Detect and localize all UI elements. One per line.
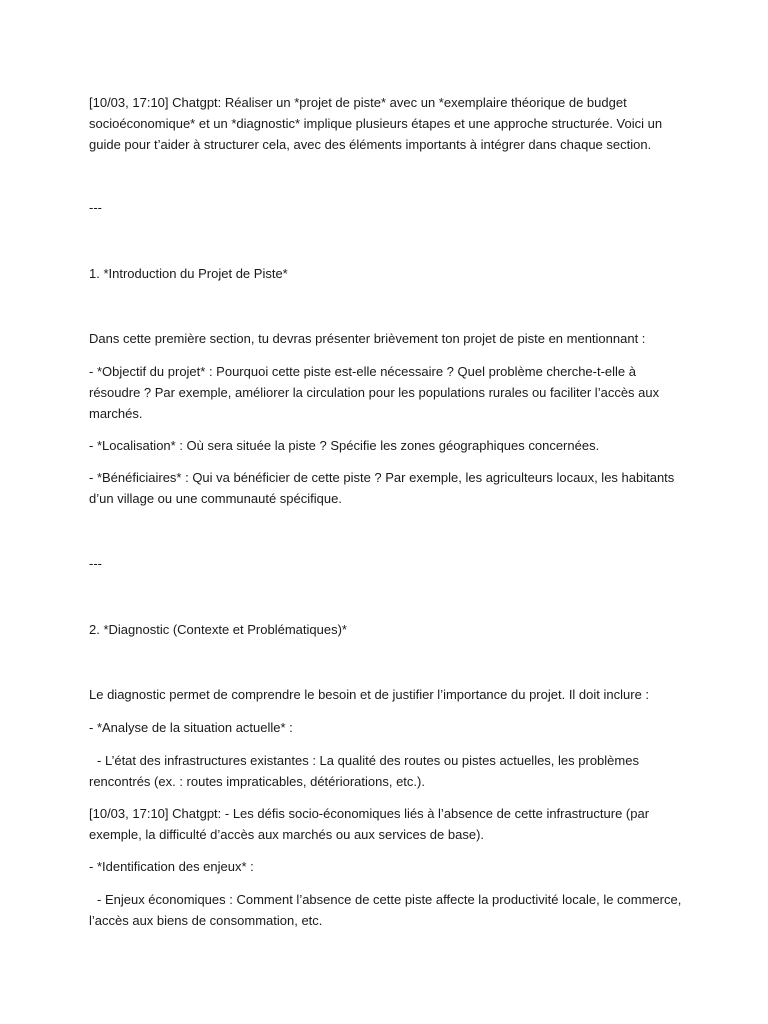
sub-bullet-enjeux-economiques (89, 889, 689, 931)
text-line: résoudre ? Par exemple, améliorer la circulation pour les populations rurales ou faciliter l’accès aux (89, 385, 660, 400)
diagnostic-paragraph: Le diagnostic permet de comprendre le besoin et de justifier l’importance du projet. Il doit inclure : (89, 687, 650, 702)
bullet-localisation: - *Localisation* : Où sera située la piste ? Spécifie les zones géographiques concernées. (89, 438, 600, 453)
text-line: marchés. (89, 406, 143, 421)
bullet-analyse: - *Analyse de la situation actuelle* : (89, 720, 293, 735)
section-heading-introduction: 1. *Introduction du Projet de Piste* (89, 266, 288, 281)
text-line: socioéconomique* et un *diagnostic* implique plusieurs étapes et une approche structurée. Voici un (89, 116, 663, 131)
text-line: - Enjeux économiques : Comment l’absence de cette piste affecte la productivité locale, le commerce, (97, 892, 682, 907)
text-line: - *Objectif du projet* : Pourquoi cette piste est-elle nécessaire ? Quel problème cherche-t-elle à (89, 364, 637, 379)
text-line: guide pour t’aider à structurer cela, avec des éléments importants à intégrer dans chaque section. (89, 137, 652, 152)
separator-2: --- (89, 556, 102, 571)
section-intro-paragraph: Dans cette première section, tu devras présenter brièvement ton projet de piste en mentionnant : (89, 331, 646, 346)
text-line: - L’état des infrastructures existantes : La qualité des routes ou pistes actuelles, les problèmes (97, 753, 639, 768)
text-line: - *Bénéficiaires* : Qui va bénéficier de cette piste ? Par exemple, les agriculteurs locaux, les habitants (89, 470, 675, 485)
text-line: [10/03, 17:10] Chatgpt: Réaliser un *projet de piste* avec un *exemplaire théorique de budget (89, 95, 627, 110)
text-line: d’un village ou une communauté spécifique. (89, 491, 342, 506)
bullet-beneficiaires (89, 467, 689, 509)
text-line: l’accès aux biens de consommation, etc. (89, 913, 323, 928)
chat-paragraph (89, 803, 689, 845)
section-heading-diagnostic: 2. *Diagnostic (Contexte et Problématiques)* (89, 622, 347, 637)
sub-bullet-infrastructures (89, 750, 689, 792)
text-line: exemple, la difficulté d’accès aux marchés ou aux services de base). (89, 827, 485, 842)
bullet-objectif (89, 361, 689, 424)
text-line: rencontrés (ex. : routes impraticables, détériorations, etc.). (89, 774, 425, 789)
separator-1: --- (89, 200, 102, 215)
intro-paragraph (89, 92, 689, 155)
text-line: [10/03, 17:10] Chatgpt: - Les défis socio-économiques liés à l’absence de cette infrastructure (par (89, 806, 650, 821)
bullet-enjeux: - *Identification des enjeux* : (89, 859, 254, 874)
